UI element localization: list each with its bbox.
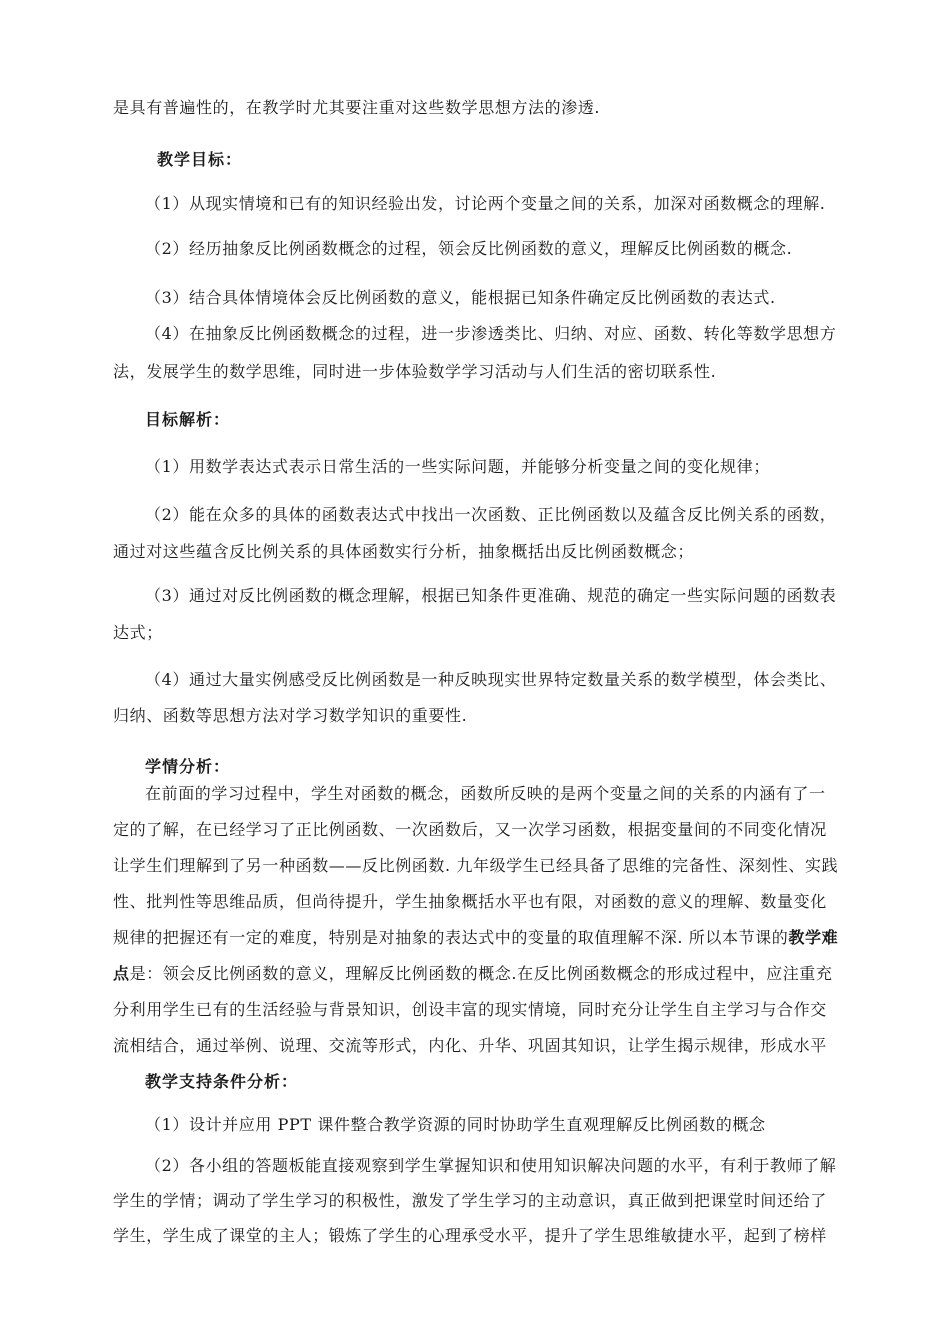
support-heading: 教学支持条件分析：: [145, 1072, 299, 1091]
support-line: （2）各小组的答题板能直接观察到学生掌握知识和使用知识解决问题的水平，有利于教师了解: [145, 1156, 837, 1175]
situation-line: 分利用学生已有的生活经验与背景知识，创设丰富的现实情境，同时充分让学生自主学习与合作交: [113, 1000, 827, 1019]
support-line: 学生，学生成了课堂的主人；锻炼了学生的心理承受水平，提升了学生思维敏捷水平，起到了榜样: [113, 1226, 827, 1245]
support-line: 学生的学情；调动了学生学习的积极性，激发了学生学习的主动意识，真正做到把课堂时间还给了: [113, 1191, 827, 1210]
intro-line: 是具有普遍性的，在教学时尤其要注重对这些数学思想方法的渗透.: [113, 98, 601, 117]
analysis-line: 归纳、函数等思想方法对学习数学知识的重要性.: [113, 706, 468, 725]
support-line: （1）设计并应用 PPT 课件整合教学资源的同时协助学生直观理解反比例函数的概念: [145, 1115, 766, 1134]
situation-line: 定的了解，在已经学习了正比例函数、一次函数后，又一次学习函数，根据变量间的不同变化情况: [113, 820, 827, 839]
analysis-line: （2）能在众多的具体的函数表达式中找出一次函数、正比例函数以及蕴含反比例关系的函数，: [145, 505, 837, 524]
situation-line: 性、批判性等思维品质，但尚待提升，学生抽象概括水平也有限，对函数的意义的理解、数量变化: [113, 892, 827, 911]
analysis-line: 达式；: [113, 623, 163, 642]
situation-line: 在前面的学习过程中，学生对函数的概念，函数所反映的是两个变量之间的关系的内涵有了一: [145, 784, 826, 803]
objective-3: （3）结合具体情境体会反比例函数的意义，能根据已知条件确定反比例函数的表达式.: [145, 288, 776, 307]
bold-term-part1: 教学难: [788, 928, 839, 947]
analysis-line: 通过对这些蕴含反比例关系的具体函数实行分析，抽象概括出反比例函数概念；: [113, 542, 695, 561]
situation-line-text: 是：领会反比例函数的意义，理解反比例函数的概念.在反比例函数概念的形成过程中，应注重充: [129, 964, 833, 983]
bold-term-part2: 点: [113, 964, 130, 983]
situation-line-text: 规律的把握还有一定的难度，特别是对抽象的表达式中的变量的取值理解不深. 所以本节课的: [113, 928, 789, 947]
situation-line: 让学生们理解到了另一种函数——反比例函数. 九年级学生已经具备了思维的完备性、深刻性、实践: [113, 856, 839, 875]
analysis-line: （1）用数学表达式表示日常生活的一些实际问题，并能够分析变量之间的变化规律；: [145, 457, 770, 476]
situation-line-with-bold: [113, 928, 838, 948]
objective-4: （4）在抽象反比例函数概念的过程，进一步渗透类比、归纳、对应、函数、转化等数学思想方: [145, 324, 837, 343]
objective-1: （1）从现实情境和已有的知识经验出发，讨论两个变量之间的关系，加深对函数概念的理解.: [145, 194, 826, 213]
analysis-heading: 目标解析：: [145, 410, 231, 429]
objective-2: （2）经历抽象反比例函数概念的过程，领会反比例函数的意义，理解反比例函数的概念.: [145, 239, 793, 258]
analysis-line: （3）通过对反比例函数的概念理解，根据已知条件更准确、规范的确定一些实际问题的函数表: [145, 586, 837, 605]
objectives-heading: 教学目标：: [157, 150, 243, 169]
situation-line-bold-start: [113, 964, 833, 984]
objective-4-cont: 法，发展学生的数学思维，同时进一步体验数学学习活动与人们生活的密切联系性.: [113, 362, 717, 381]
analysis-line: （4）通过大量实例感受反比例函数是一种反映现实世界特定数量关系的数学模型，体会类比、: [145, 670, 837, 689]
situation-heading: 学情分析：: [145, 757, 231, 776]
situation-line: 流相结合，通过举例、说理、交流等形式，内化、升华、巩固其知识，让学生揭示规律，形成水平: [113, 1036, 827, 1055]
